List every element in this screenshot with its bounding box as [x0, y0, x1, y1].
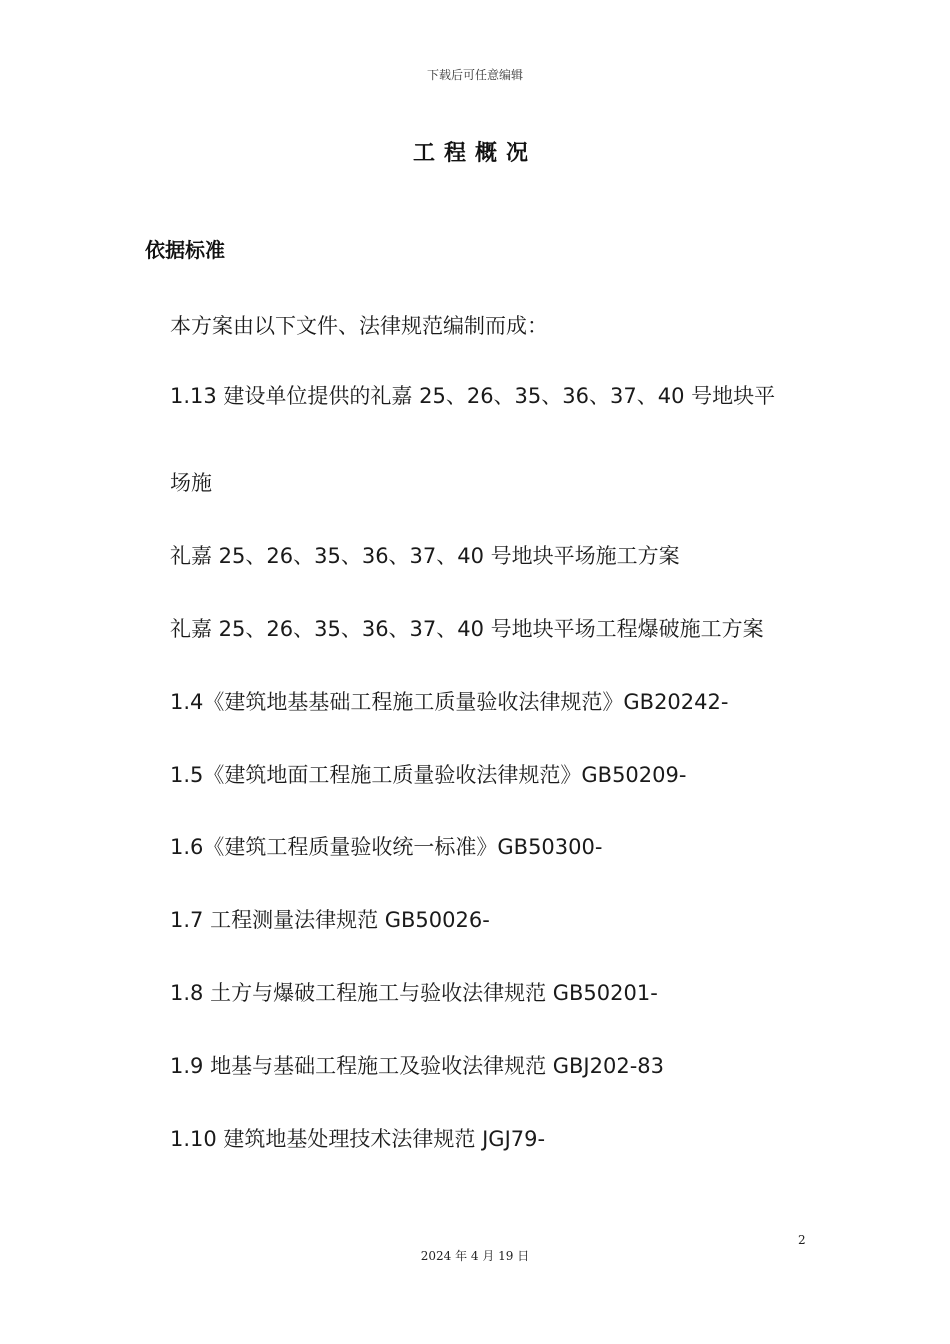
header-note: 下载后可任意编辑: [426, 68, 523, 82]
body-line-1-10: 1.10 建筑地基处理技术法律规范 JGJ79-: [170, 1127, 546, 1151]
body-line-1-13: 1.13 建设单位提供的礼嘉 25、26、35、36、37、40 号地块平: [170, 384, 776, 408]
footer-date: 2024 年 4 月 19 日: [420, 1249, 530, 1263]
body-line-1-13-cont: 场施: [170, 471, 212, 495]
body-line-1-4: 1.4《建筑地基基础工程施工质量验收法律规范》GB20242-: [170, 690, 729, 714]
body-line-1-8: 1.8 土方与爆破工程施工与验收法律规范 GB50201-: [170, 981, 658, 1005]
body-line-blasting-plan: 礼嘉 25、26、35、36、37、40 号地块平场工程爆破施工方案: [170, 617, 764, 641]
body-line-1-6: 1.6《建筑工程质量验收统一标准》GB50300-: [170, 835, 603, 859]
body-line-1-5: 1.5《建筑地面工程施工质量验收法律规范》GB50209-: [170, 763, 687, 787]
body-line-1-7: 1.7 工程测量法律规范 GB50026-: [170, 908, 490, 932]
page-title: 工程概况: [412, 141, 537, 166]
body-line-intro: 本方案由以下文件、法律规范编制而成：: [170, 314, 548, 338]
page-number: 2: [798, 1233, 806, 1247]
body-line-1-9: 1.9 地基与基础工程施工及验收法律规范 GBJ202-83: [170, 1054, 665, 1078]
section-heading: 依据标准: [145, 238, 225, 262]
body-line-plan: 礼嘉 25、26、35、36、37、40 号地块平场施工方案: [170, 544, 680, 568]
